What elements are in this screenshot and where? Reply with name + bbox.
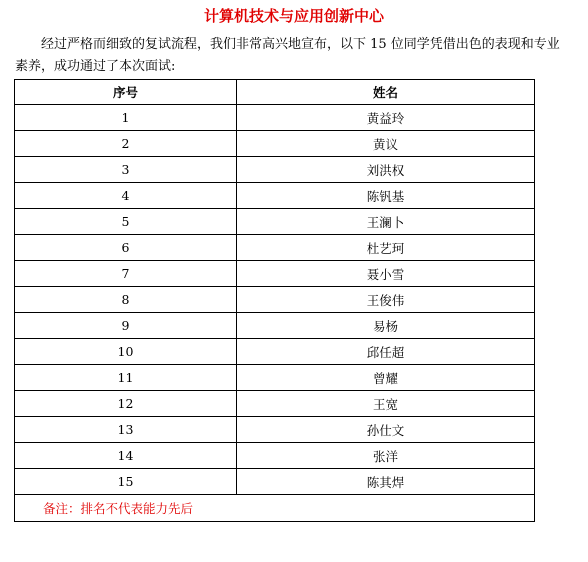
cell-name: 王澜卜 [237,209,535,235]
cell-number: 6 [15,235,237,261]
cell-number: 5 [15,209,237,235]
cell-name: 陈钒基 [237,183,535,209]
note-row [15,495,535,522]
header-name: 姓名 [237,80,535,105]
cell-number: 4 [15,183,237,209]
cell-name: 黄益玲 [237,105,535,131]
cell-name: 刘洪权 [237,157,535,183]
cell-number: 7 [15,261,237,287]
table-row [15,417,535,443]
cell-number: 10 [15,339,237,365]
table-row [15,261,535,287]
cell-number: 13 [15,417,237,443]
cell-name: 孙仕文 [237,417,535,443]
cell-name: 杜艺珂 [237,235,535,261]
table-row [15,209,535,235]
table-row [15,339,535,365]
cell-number: 14 [15,443,237,469]
cell-number: 11 [15,365,237,391]
table-row [15,131,535,157]
table-row [15,287,535,313]
cell-number: 15 [15,469,237,495]
roster-table [14,79,535,522]
cell-name: 易杨 [237,313,535,339]
cell-name: 黄议 [237,131,535,157]
table-row [15,183,535,209]
table-row [15,105,535,131]
cell-number: 1 [15,105,237,131]
table-row [15,391,535,417]
cell-number: 3 [15,157,237,183]
cell-name: 王宽 [237,391,535,417]
header-number: 序号 [15,80,237,105]
table-body [15,105,535,495]
cell-number: 8 [15,287,237,313]
cell-name: 陈其焊 [237,469,535,495]
cell-name: 张洋 [237,443,535,469]
table-header-row [15,80,535,105]
cell-name: 王俊伟 [237,287,535,313]
intro-paragraph: 经过严格而细致的复试流程，我们非常高兴地宣布，以下 15 位同学凭借出色的表现和专业素养，成功通过了本次面试: [15,37,560,74]
cell-number: 9 [15,313,237,339]
cell-name: 邱任超 [237,339,535,365]
table-note: 备注：排名不代表能力先后 [15,495,535,522]
table-row [15,365,535,391]
cell-name: 曾耀 [237,365,535,391]
table-row [15,235,535,261]
table-row [15,313,535,339]
cell-name: 聂小雪 [237,261,535,287]
cell-number: 12 [15,391,237,417]
cell-number: 2 [15,131,237,157]
page-title: 计算机技术与应用创新中心 [203,7,384,25]
table-row [15,469,535,495]
table-row [15,443,535,469]
table-row [15,157,535,183]
